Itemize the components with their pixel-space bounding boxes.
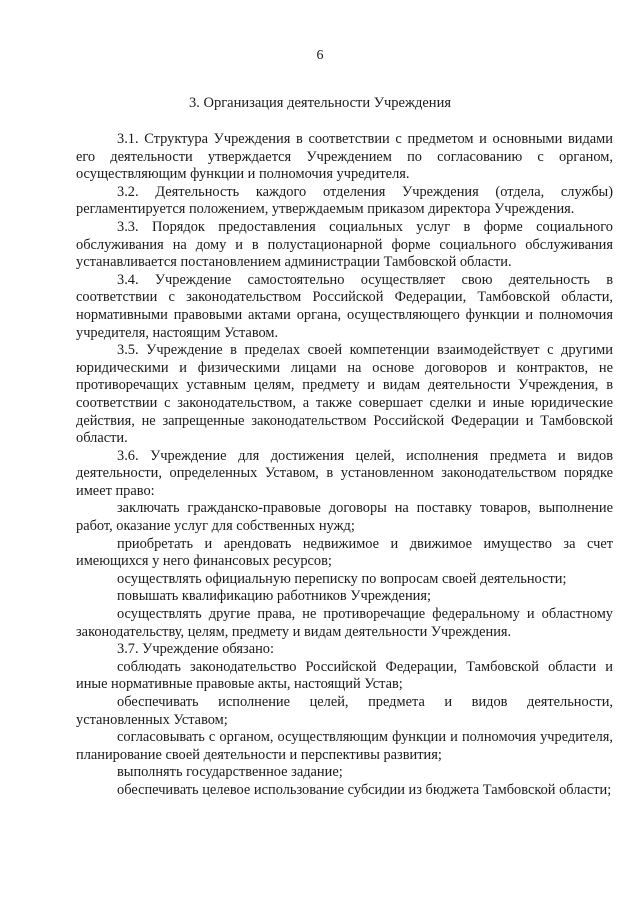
paragraph-3-6: 3.6. Учреждение для достижения целей, исполнения предмета и видов деятельности, определенных Уставом, в установленном законодательством порядке имеет право:	[76, 447, 613, 499]
right-list-item: заключать гражданско-правовые договоры на поставку товаров, выполнение работ, оказание услуг для собственных нужд;	[76, 500, 613, 535]
paragraph-3-3: 3.3. Порядок предоставления социальных услуг в форме социального обслуживания на дому и в полустационарной форме социального обслуживания устанавливается постановлением администрации Тамбовской области.	[76, 218, 613, 271]
right-list-item: повышать квалификацию работников Учреждения;	[117, 588, 431, 605]
duty-list-item: согласовывать с органом, осуществляющим функции и полномочия учредителя, планирование своей деятельности и перспективы развития;	[76, 729, 613, 763]
duty-list-item: обеспечивать целевое использование субсидии из бюджета Тамбовской области;	[117, 781, 612, 798]
paragraph-3-2: 3.2. Деятельность каждого отделения Учреждения (отдела, службы) регламентируется положением, утверждаемым приказом директора Учреждения.	[76, 183, 613, 218]
paragraph-3-4: 3.4. Учреждение самостоятельно осуществляет свою деятельность в соответствии с законодательством Российской Федерации, Тамбовской области, нормативными правовыми актами органа, осуществляющего функции и полномочия учредителя, настоящим Уставом.	[76, 271, 613, 341]
document-body	[76, 131, 613, 800]
page-number: 6	[316, 48, 324, 63]
right-list-item: осуществлять официальную переписку по вопросам своей деятельности;	[117, 570, 567, 587]
section-title: 3. Организация деятельности Учреждения	[189, 95, 451, 111]
duty-list-item: обеспечивать исполнение целей, предмета и видов деятельности, установленных Уставом;	[76, 694, 613, 728]
duty-list-item: выполнять государственное задание;	[117, 764, 343, 781]
right-list-item: осуществлять другие права, не противоречащие федеральному и областному законодательству, целям, предмету и видам деятельности Учреждения.	[76, 606, 613, 640]
paragraph-3-1: 3.1. Структура Учреждения в соответствии с предметом и основными видами его деятельности утверждается Учреждением по согласованию с органом, осуществляющим функции и полномочия учредителя.	[76, 131, 613, 183]
duty-list-item: соблюдать законодательство Российской Федерации, Тамбовской области и иные нормативные правовые акты, настоящий Устав;	[76, 658, 613, 693]
paragraph-3-7: 3.7. Учреждение обязано:	[117, 641, 274, 658]
paragraph-3-5: 3.5. Учреждение в пределах своей компетенции взаимодействует с другими юридическими и физическими лицами на основе договоров и контрактов, не противоречащих уставным целям, предмету и видам деятельности Учреждения, в соответствии с законодательством, а также совершает сделки и иные юридические действия, не запрещенные законодательством Российской Федерации и Тамбовской области.	[76, 342, 613, 447]
right-list-item: приобретать и арендовать недвижимое и движимое имущество за счет имеющихся у него финансовых ресурсов;	[76, 535, 613, 570]
